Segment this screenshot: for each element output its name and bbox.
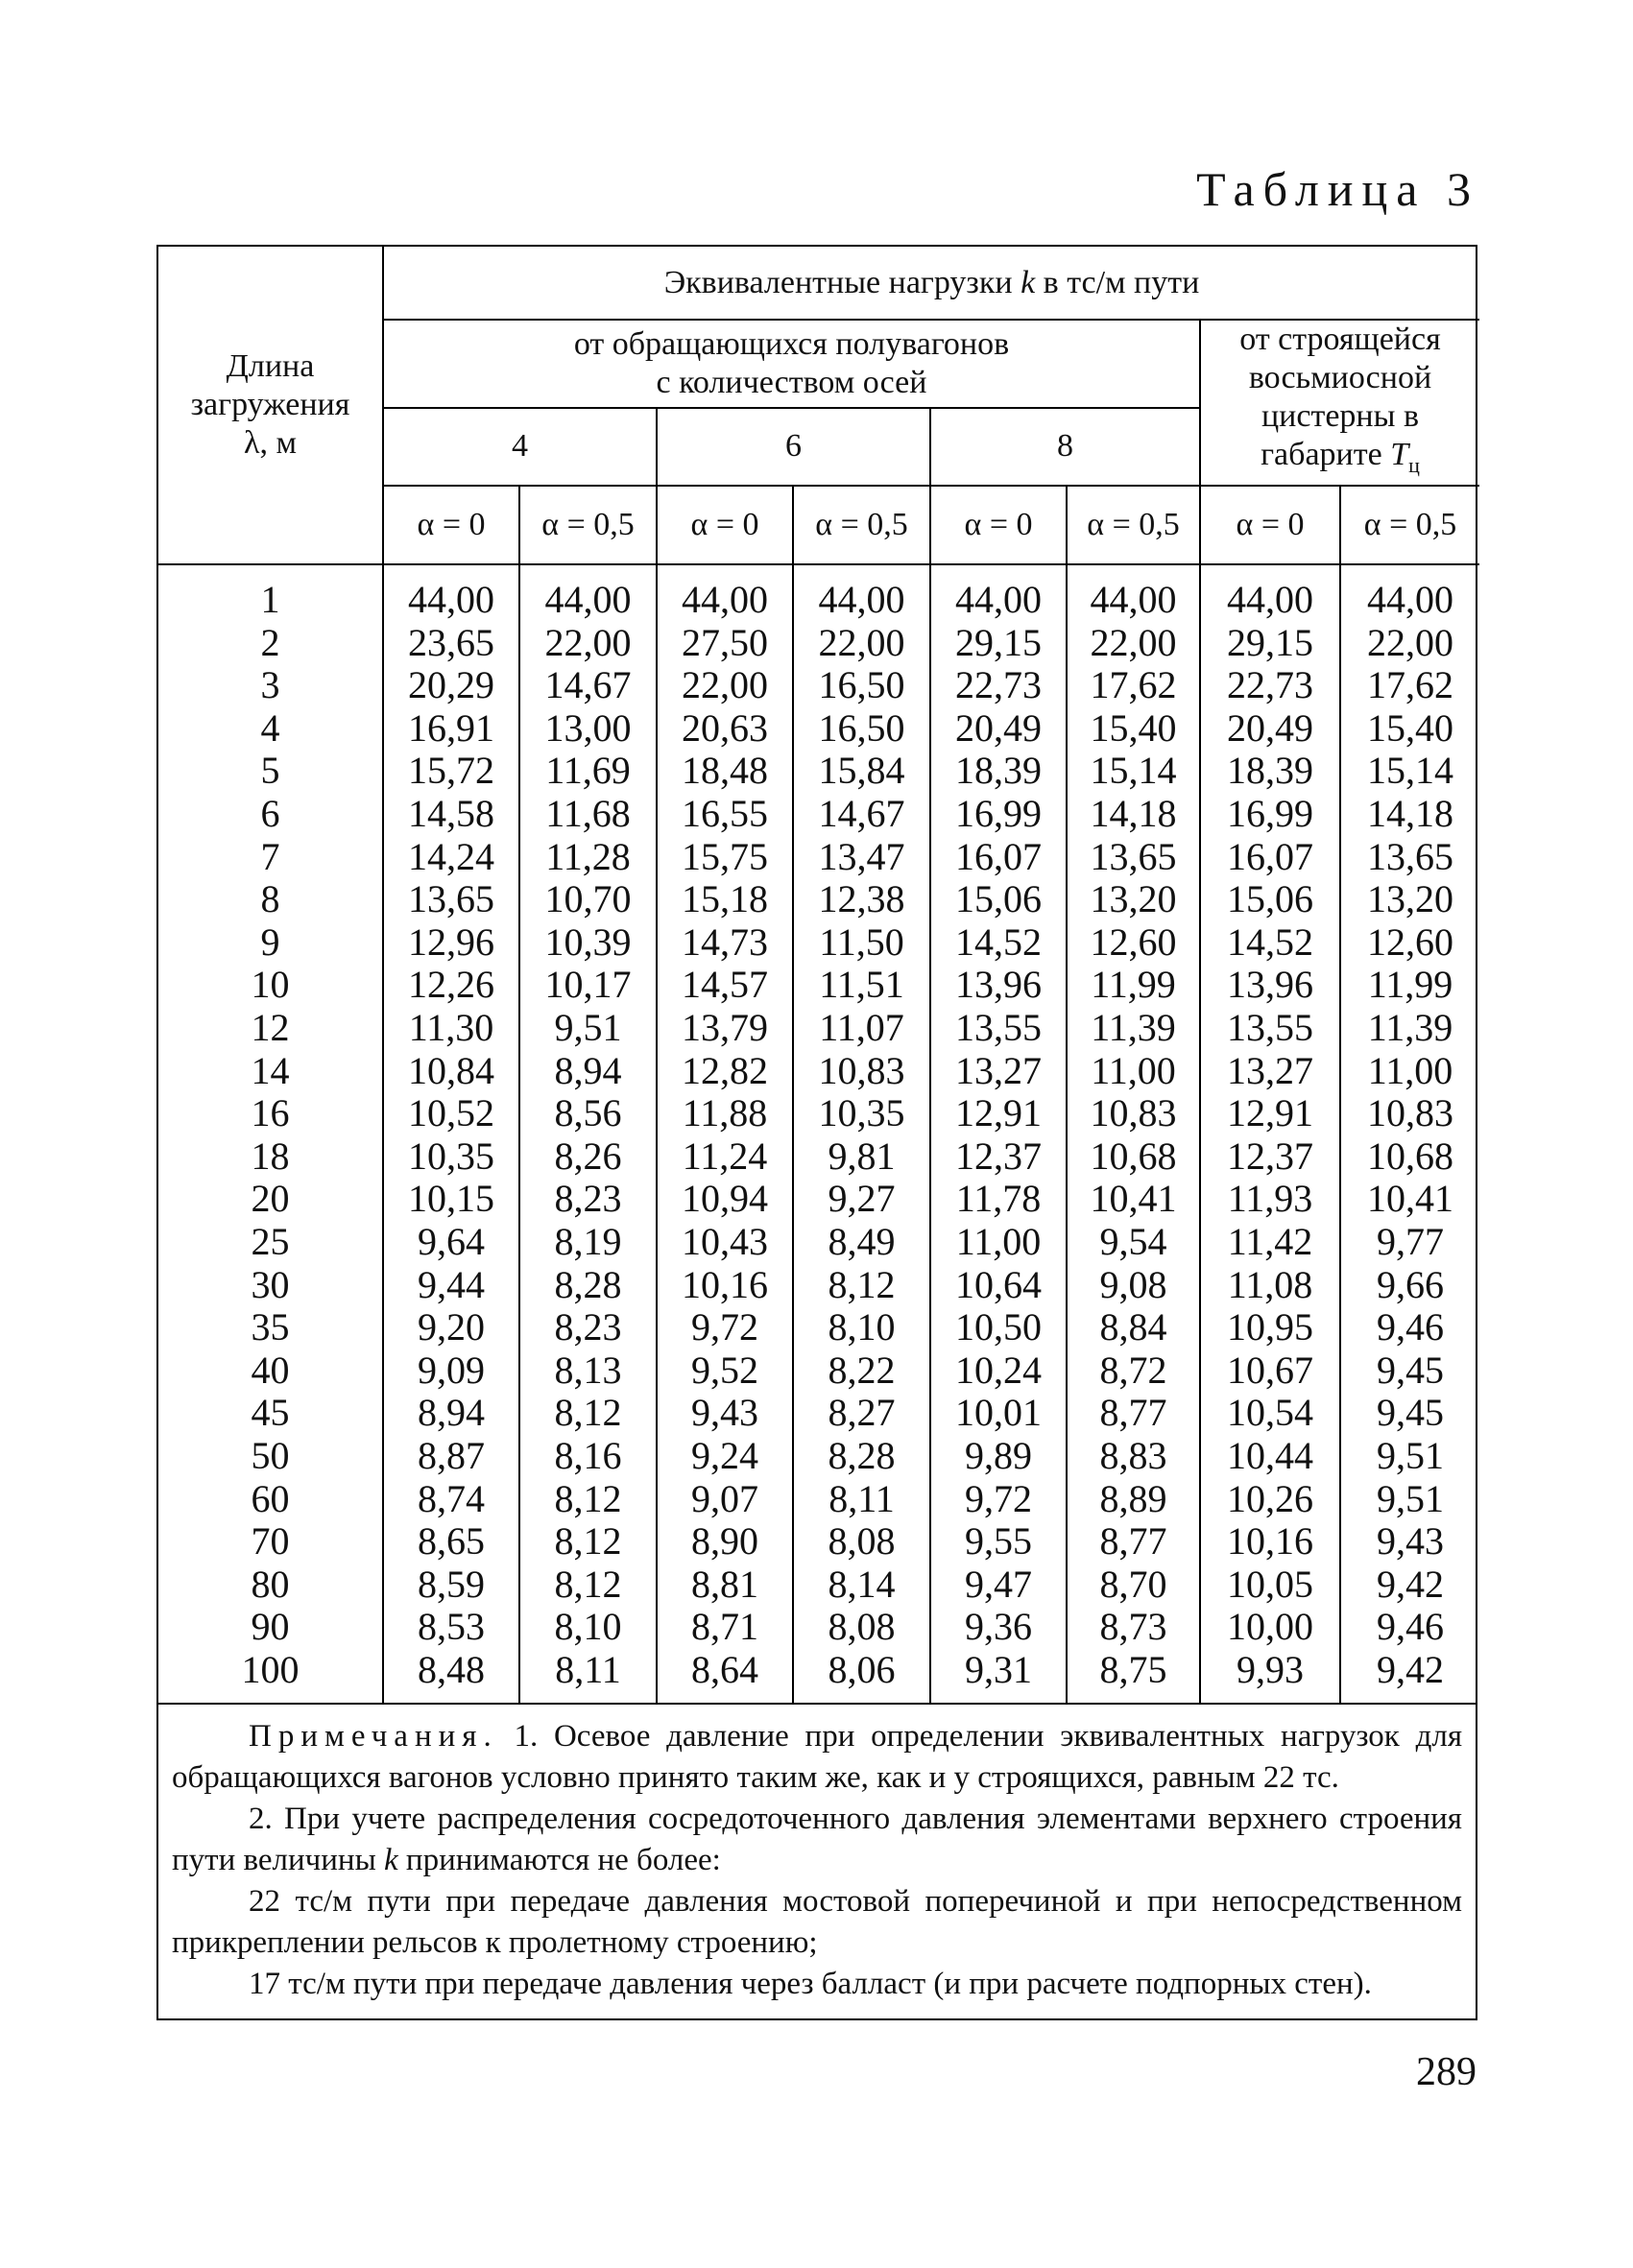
load-value-cell: 11,39 xyxy=(1340,1007,1479,1050)
table-frame xyxy=(156,245,1477,2020)
load-value-cell: 9,64 xyxy=(383,1221,519,1264)
load-value-cell: 13,47 xyxy=(793,835,930,878)
load-value-cell: 20,63 xyxy=(657,707,793,751)
load-value-cell: 10,67 xyxy=(1200,1349,1340,1392)
alpha-header: α = 0 xyxy=(657,486,793,564)
load-value-cell: 22,00 xyxy=(793,621,930,664)
load-value-cell: 14,18 xyxy=(1067,793,1200,836)
load-value-cell: 9,46 xyxy=(1340,1306,1479,1349)
table-row xyxy=(158,707,1479,751)
load-value-cell: 9,51 xyxy=(519,1007,657,1050)
load-value-cell: 9,72 xyxy=(930,1477,1067,1520)
load-value-cell: 22,73 xyxy=(930,664,1067,707)
table-row xyxy=(158,1135,1479,1179)
load-value-cell: 9,45 xyxy=(1340,1392,1479,1435)
load-value-cell: 8,84 xyxy=(1067,1306,1200,1349)
load-value-cell: 29,15 xyxy=(1200,621,1340,664)
load-value-cell: 8,53 xyxy=(383,1606,519,1649)
length-cell: 9 xyxy=(260,919,280,964)
load-value-cell: 8,94 xyxy=(383,1392,519,1435)
load-value-cell: 9,93 xyxy=(1200,1649,1340,1704)
load-value-cell: 9,07 xyxy=(657,1477,793,1520)
length-cell: 90 xyxy=(251,1605,290,1649)
load-value-cell: 9,42 xyxy=(1340,1649,1479,1704)
load-value-cell: 8,90 xyxy=(657,1520,793,1564)
load-value-cell: 18,48 xyxy=(657,750,793,793)
note-1: Примечания. 1. Осевое давление при определении эквивалентных нагрузок для обращающихся вагонов условно принято таким же, как и у строящихся, равным 22 тс. xyxy=(172,1719,1462,1796)
load-value-cell: 16,99 xyxy=(1200,793,1340,836)
load-value-cell: 23,65 xyxy=(383,621,519,664)
load-value-cell: 12,91 xyxy=(1200,1092,1340,1135)
alpha-header: α = 0,5 xyxy=(519,486,657,564)
length-cell: 45 xyxy=(251,1391,290,1435)
notes xyxy=(158,1703,1476,2018)
load-value-cell: 9,51 xyxy=(1340,1477,1479,1520)
load-value-cell: 10,17 xyxy=(519,964,657,1007)
alpha-header: α = 0,5 xyxy=(793,486,930,564)
load-value-cell: 12,60 xyxy=(1067,921,1200,965)
load-value-cell: 14,52 xyxy=(1200,921,1340,965)
load-value-cell: 22,00 xyxy=(1340,621,1479,664)
load-value-cell: 18,39 xyxy=(930,750,1067,793)
load-value-cell: 9,31 xyxy=(930,1649,1067,1704)
load-value-cell: 11,69 xyxy=(519,750,657,793)
load-value-cell: 13,20 xyxy=(1067,878,1200,921)
load-value-cell: 22,00 xyxy=(519,621,657,664)
table-row xyxy=(158,1477,1479,1520)
load-value-cell: 9,42 xyxy=(1340,1563,1479,1606)
load-value-cell: 8,59 xyxy=(383,1563,519,1606)
load-value-cell: 10,16 xyxy=(1200,1520,1340,1564)
length-cell: 50 xyxy=(251,1433,290,1477)
load-value-cell: 10,95 xyxy=(1200,1306,1340,1349)
load-value-cell: 8,11 xyxy=(793,1477,930,1520)
load-value-cell: 11,00 xyxy=(1340,1049,1479,1092)
load-value-cell: 44,00 xyxy=(793,564,930,622)
load-value-cell: 12,91 xyxy=(930,1092,1067,1135)
load-value-cell: 11,50 xyxy=(793,921,930,965)
load-value-cell: 11,30 xyxy=(383,1007,519,1050)
load-value-cell: 13,96 xyxy=(1200,964,1340,1007)
length-cell: 8 xyxy=(260,877,280,921)
length-cell: 2 xyxy=(260,620,280,664)
load-value-cell: 9,20 xyxy=(383,1306,519,1349)
load-value-cell: 22,00 xyxy=(1067,621,1200,664)
load-value-cell: 8,23 xyxy=(519,1178,657,1221)
load-value-cell: 11,99 xyxy=(1340,964,1479,1007)
load-value-cell: 12,96 xyxy=(383,921,519,965)
length-cell: 18 xyxy=(251,1134,290,1178)
load-value-cell: 12,37 xyxy=(1200,1135,1340,1179)
alpha-header: α = 0 xyxy=(1200,486,1340,564)
load-value-cell: 13,27 xyxy=(1200,1049,1340,1092)
length-cell: 6 xyxy=(260,792,280,836)
load-value-cell: 22,73 xyxy=(1200,664,1340,707)
load-value-cell: 15,06 xyxy=(930,878,1067,921)
load-value-cell: 8,49 xyxy=(793,1221,930,1264)
load-value-cell: 8,28 xyxy=(793,1435,930,1478)
load-value-cell: 16,50 xyxy=(793,707,930,751)
length-column-header: Длина загружения λ, м xyxy=(158,247,383,564)
page-number: 289 xyxy=(1416,2050,1477,2094)
load-value-cell: 16,07 xyxy=(930,835,1067,878)
load-value-cell: 13,79 xyxy=(657,1007,793,1050)
load-value-cell: 9,66 xyxy=(1340,1263,1479,1306)
load-value-cell: 10,83 xyxy=(1340,1092,1479,1135)
length-cell: 60 xyxy=(251,1476,290,1520)
load-value-cell: 10,35 xyxy=(793,1092,930,1135)
load-value-cell: 8,87 xyxy=(383,1435,519,1478)
table-row xyxy=(158,1306,1479,1349)
load-value-cell: 10,83 xyxy=(793,1049,930,1092)
load-value-cell: 15,40 xyxy=(1067,707,1200,751)
load-value-cell: 11,28 xyxy=(519,835,657,878)
load-value-cell: 8,10 xyxy=(519,1606,657,1649)
table-row xyxy=(158,1563,1479,1606)
load-value-cell: 9,36 xyxy=(930,1606,1067,1649)
load-value-cell: 10,52 xyxy=(383,1092,519,1135)
table-row xyxy=(158,1263,1479,1306)
table-row xyxy=(158,1435,1479,1478)
load-value-cell: 8,64 xyxy=(657,1649,793,1704)
load-value-cell: 8,81 xyxy=(657,1563,793,1606)
load-value-cell: 9,08 xyxy=(1067,1263,1200,1306)
load-value-cell: 11,93 xyxy=(1200,1178,1340,1221)
load-value-cell: 8,12 xyxy=(519,1477,657,1520)
table-row xyxy=(158,750,1479,793)
load-value-cell: 10,50 xyxy=(930,1306,1067,1349)
load-value-cell: 9,89 xyxy=(930,1435,1067,1478)
load-value-cell: 12,26 xyxy=(383,964,519,1007)
load-value-cell: 44,00 xyxy=(519,564,657,622)
length-cell: 12 xyxy=(251,1006,290,1050)
section-header: Эквивалентные нагрузки k в тс/м пути xyxy=(383,247,1479,320)
load-value-cell: 13,65 xyxy=(1340,835,1479,878)
table-row xyxy=(158,1392,1479,1435)
load-value-cell: 10,01 xyxy=(930,1392,1067,1435)
load-value-cell: 10,70 xyxy=(519,878,657,921)
length-cell: 30 xyxy=(251,1262,290,1306)
load-value-cell: 10,84 xyxy=(383,1049,519,1092)
load-value-cell: 9,81 xyxy=(793,1135,930,1179)
table-row xyxy=(158,793,1479,836)
load-value-cell: 13,55 xyxy=(1200,1007,1340,1050)
alpha-header: α = 0,5 xyxy=(1067,486,1200,564)
length-cell: 1 xyxy=(260,578,280,622)
table-row xyxy=(158,835,1479,878)
load-value-cell: 15,14 xyxy=(1067,750,1200,793)
load-value-cell: 13,96 xyxy=(930,964,1067,1007)
load-value-cell: 27,50 xyxy=(657,621,793,664)
load-value-cell: 12,37 xyxy=(930,1135,1067,1179)
load-value-cell: 10,64 xyxy=(930,1263,1067,1306)
load-value-cell: 9,46 xyxy=(1340,1606,1479,1649)
load-value-cell: 44,00 xyxy=(1067,564,1200,622)
load-value-cell: 8,75 xyxy=(1067,1649,1200,1704)
table-row xyxy=(158,664,1479,707)
table-row xyxy=(158,878,1479,921)
load-value-cell: 10,94 xyxy=(657,1178,793,1221)
load-value-cell: 11,88 xyxy=(657,1092,793,1135)
load-value-cell: 10,16 xyxy=(657,1263,793,1306)
load-value-cell: 11,68 xyxy=(519,793,657,836)
load-value-cell: 15,75 xyxy=(657,835,793,878)
load-value-cell: 8,10 xyxy=(793,1306,930,1349)
table-row xyxy=(158,621,1479,664)
load-value-cell: 8,27 xyxy=(793,1392,930,1435)
load-value-cell: 15,06 xyxy=(1200,878,1340,921)
length-cell: 5 xyxy=(260,749,280,793)
load-value-cell: 8,89 xyxy=(1067,1477,1200,1520)
load-value-cell: 11,08 xyxy=(1200,1263,1340,1306)
load-value-cell: 10,41 xyxy=(1340,1178,1479,1221)
load-value-cell: 17,62 xyxy=(1340,664,1479,707)
load-value-cell: 18,39 xyxy=(1200,750,1340,793)
load-value-cell: 8,12 xyxy=(793,1263,930,1306)
table-row xyxy=(158,1349,1479,1392)
table-caption: Таблица 3 xyxy=(1196,162,1479,216)
load-value-cell: 11,07 xyxy=(793,1007,930,1050)
load-value-cell: 16,91 xyxy=(383,707,519,751)
load-value-cell: 10,83 xyxy=(1067,1092,1200,1135)
axle-count-header: 6 xyxy=(657,408,930,486)
table-row xyxy=(158,964,1479,1007)
load-value-cell: 12,38 xyxy=(793,878,930,921)
table-row xyxy=(158,564,1479,622)
load-value-cell: 14,58 xyxy=(383,793,519,836)
table-row xyxy=(158,1007,1479,1050)
load-value-cell: 17,62 xyxy=(1067,664,1200,707)
load-value-cell: 10,00 xyxy=(1200,1606,1340,1649)
table-row xyxy=(158,1092,1479,1135)
length-cell: 4 xyxy=(260,705,280,750)
load-value-cell: 14,18 xyxy=(1340,793,1479,836)
load-value-cell: 8,74 xyxy=(383,1477,519,1520)
table-row xyxy=(158,1221,1479,1264)
load-value-cell: 8,12 xyxy=(519,1520,657,1564)
table-row xyxy=(158,1178,1479,1221)
load-value-cell: 11,42 xyxy=(1200,1221,1340,1264)
load-value-cell: 15,40 xyxy=(1340,707,1479,751)
load-value-cell: 8,73 xyxy=(1067,1606,1200,1649)
load-value-cell: 8,56 xyxy=(519,1092,657,1135)
length-cell: 16 xyxy=(251,1091,290,1135)
length-cell: 100 xyxy=(241,1647,300,1691)
load-value-cell: 13,20 xyxy=(1340,878,1479,921)
alpha-header: α = 0,5 xyxy=(1340,486,1479,564)
length-cell: 80 xyxy=(251,1562,290,1606)
tank-header: от строящейся восьмиосной цистерны в габарите $T_ц$ xyxy=(1200,320,1479,486)
load-value-cell: 8,16 xyxy=(519,1435,657,1478)
load-value-cell: 20,29 xyxy=(383,664,519,707)
load-value-cell: 8,11 xyxy=(519,1649,657,1704)
load-value-cell: 10,43 xyxy=(657,1221,793,1264)
load-value-cell: 8,14 xyxy=(793,1563,930,1606)
load-value-cell: 9,27 xyxy=(793,1178,930,1221)
alpha-header: α = 0 xyxy=(930,486,1067,564)
load-value-cell: 11,99 xyxy=(1067,964,1200,1007)
load-value-cell: 14,52 xyxy=(930,921,1067,965)
table-row xyxy=(158,1606,1479,1649)
load-value-cell: 8,06 xyxy=(793,1649,930,1704)
load-value-cell: 8,94 xyxy=(519,1049,657,1092)
load-value-cell: 12,82 xyxy=(657,1049,793,1092)
load-value-cell: 8,23 xyxy=(519,1306,657,1349)
load-value-cell: 8,28 xyxy=(519,1263,657,1306)
alpha-header: α = 0 xyxy=(383,486,519,564)
note-4: 17 тс/м пути при передаче давления через балласт (и при расчете подпорных стен). xyxy=(249,1967,1372,2002)
load-value-cell: 8,26 xyxy=(519,1135,657,1179)
load-value-cell: 13,00 xyxy=(519,707,657,751)
load-value-cell: 8,13 xyxy=(519,1349,657,1392)
load-value-cell: 8,77 xyxy=(1067,1520,1200,1564)
length-cell: 70 xyxy=(251,1519,290,1564)
load-value-cell: 10,41 xyxy=(1067,1178,1200,1221)
length-cell: 7 xyxy=(260,834,280,878)
length-cell: 14 xyxy=(251,1048,290,1092)
load-value-cell: 10,54 xyxy=(1200,1392,1340,1435)
load-value-cell: 10,26 xyxy=(1200,1477,1340,1520)
load-value-cell: 8,08 xyxy=(793,1520,930,1564)
load-value-cell: 16,99 xyxy=(930,793,1067,836)
load-value-cell: 8,83 xyxy=(1067,1435,1200,1478)
length-cell: 20 xyxy=(251,1177,290,1221)
load-value-cell: 9,51 xyxy=(1340,1435,1479,1478)
length-cell: 35 xyxy=(251,1305,290,1349)
load-value-cell: 8,22 xyxy=(793,1349,930,1392)
load-value-cell: 16,07 xyxy=(1200,835,1340,878)
load-value-cell: 10,05 xyxy=(1200,1563,1340,1606)
load-value-cell: 10,44 xyxy=(1200,1435,1340,1478)
load-value-cell: 44,00 xyxy=(930,564,1067,622)
load-value-cell: 13,65 xyxy=(1067,835,1200,878)
axle-count-header: 4 xyxy=(383,408,657,486)
load-value-cell: 11,39 xyxy=(1067,1007,1200,1050)
note-3: 22 тс/м пути при передаче давления мостовой поперечиной и при непосредственном прикреплении рельсов к пролетному строению; xyxy=(172,1884,1462,1961)
load-value-cell: 11,78 xyxy=(930,1178,1067,1221)
load-value-cell: 10,68 xyxy=(1067,1135,1200,1179)
load-value-cell: 29,15 xyxy=(930,621,1067,664)
load-value-cell: 15,14 xyxy=(1340,750,1479,793)
load-value-cell: 44,00 xyxy=(1200,564,1340,622)
load-value-cell: 11,24 xyxy=(657,1135,793,1179)
load-value-cell: 11,00 xyxy=(1067,1049,1200,1092)
load-value-cell: 12,60 xyxy=(1340,921,1479,965)
table-row xyxy=(158,1520,1479,1564)
load-value-cell: 13,65 xyxy=(383,878,519,921)
load-value-cell: 9,44 xyxy=(383,1263,519,1306)
load-value-cell: 13,55 xyxy=(930,1007,1067,1050)
table-row xyxy=(158,1649,1479,1704)
load-value-cell: 14,24 xyxy=(383,835,519,878)
load-value-cell: 16,55 xyxy=(657,793,793,836)
load-value-cell: 8,12 xyxy=(519,1392,657,1435)
load-value-cell: 8,19 xyxy=(519,1221,657,1264)
load-value-cell: 8,70 xyxy=(1067,1563,1200,1606)
load-value-cell: 9,72 xyxy=(657,1306,793,1349)
load-value-cell: 13,27 xyxy=(930,1049,1067,1092)
load-value-cell: 9,77 xyxy=(1340,1221,1479,1264)
load-value-cell: 11,51 xyxy=(793,964,930,1007)
note-2: 2. При учете распределения сосредоточенного давления элементами верхнего строения пути величины k принимаются не более: xyxy=(172,1802,1462,1878)
length-cell: 25 xyxy=(251,1220,290,1263)
load-value-cell: 14,67 xyxy=(519,664,657,707)
load-value-cell: 16,50 xyxy=(793,664,930,707)
load-value-cell: 44,00 xyxy=(1340,564,1479,622)
load-value-cell: 9,43 xyxy=(1340,1520,1479,1564)
length-cell: 3 xyxy=(260,663,280,707)
load-value-cell: 15,84 xyxy=(793,750,930,793)
length-cell: 10 xyxy=(251,963,290,1007)
load-value-cell: 14,67 xyxy=(793,793,930,836)
load-value-cell: 9,54 xyxy=(1067,1221,1200,1264)
length-cell: 40 xyxy=(251,1348,290,1392)
load-value-cell: 11,00 xyxy=(930,1221,1067,1264)
load-value-cell: 9,52 xyxy=(657,1349,793,1392)
load-value-cell: 15,18 xyxy=(657,878,793,921)
load-value-cell: 9,09 xyxy=(383,1349,519,1392)
load-value-cell: 9,24 xyxy=(657,1435,793,1478)
load-value-cell: 10,24 xyxy=(930,1349,1067,1392)
load-value-cell: 9,47 xyxy=(930,1563,1067,1606)
load-value-cell: 9,55 xyxy=(930,1520,1067,1564)
load-value-cell: 9,43 xyxy=(657,1392,793,1435)
load-value-cell: 8,48 xyxy=(383,1649,519,1704)
moving-wagons-header: от обращающихся полувагонов с количеством осей xyxy=(383,320,1200,408)
load-value-cell: 14,73 xyxy=(657,921,793,965)
load-value-cell: 44,00 xyxy=(657,564,793,622)
table-row xyxy=(158,921,1479,965)
load-value-cell: 8,12 xyxy=(519,1563,657,1606)
load-value-cell: 22,00 xyxy=(657,664,793,707)
load-value-cell: 10,35 xyxy=(383,1135,519,1179)
equivalent-loads-table xyxy=(158,247,1479,1703)
load-value-cell: 15,72 xyxy=(383,750,519,793)
load-value-cell: 10,68 xyxy=(1340,1135,1479,1179)
load-value-cell: 8,77 xyxy=(1067,1392,1200,1435)
table-row xyxy=(158,1049,1479,1092)
load-value-cell: 8,65 xyxy=(383,1520,519,1564)
load-value-cell: 20,49 xyxy=(930,707,1067,751)
axle-count-header: 8 xyxy=(930,408,1200,486)
load-value-cell: 8,72 xyxy=(1067,1349,1200,1392)
load-value-cell: 9,45 xyxy=(1340,1349,1479,1392)
load-value-cell: 20,49 xyxy=(1200,707,1340,751)
load-value-cell: 10,39 xyxy=(519,921,657,965)
load-value-cell: 14,57 xyxy=(657,964,793,1007)
load-value-cell: 8,08 xyxy=(793,1606,930,1649)
load-value-cell: 10,15 xyxy=(383,1178,519,1221)
load-value-cell: 44,00 xyxy=(383,564,519,622)
load-value-cell: 8,71 xyxy=(657,1606,793,1649)
